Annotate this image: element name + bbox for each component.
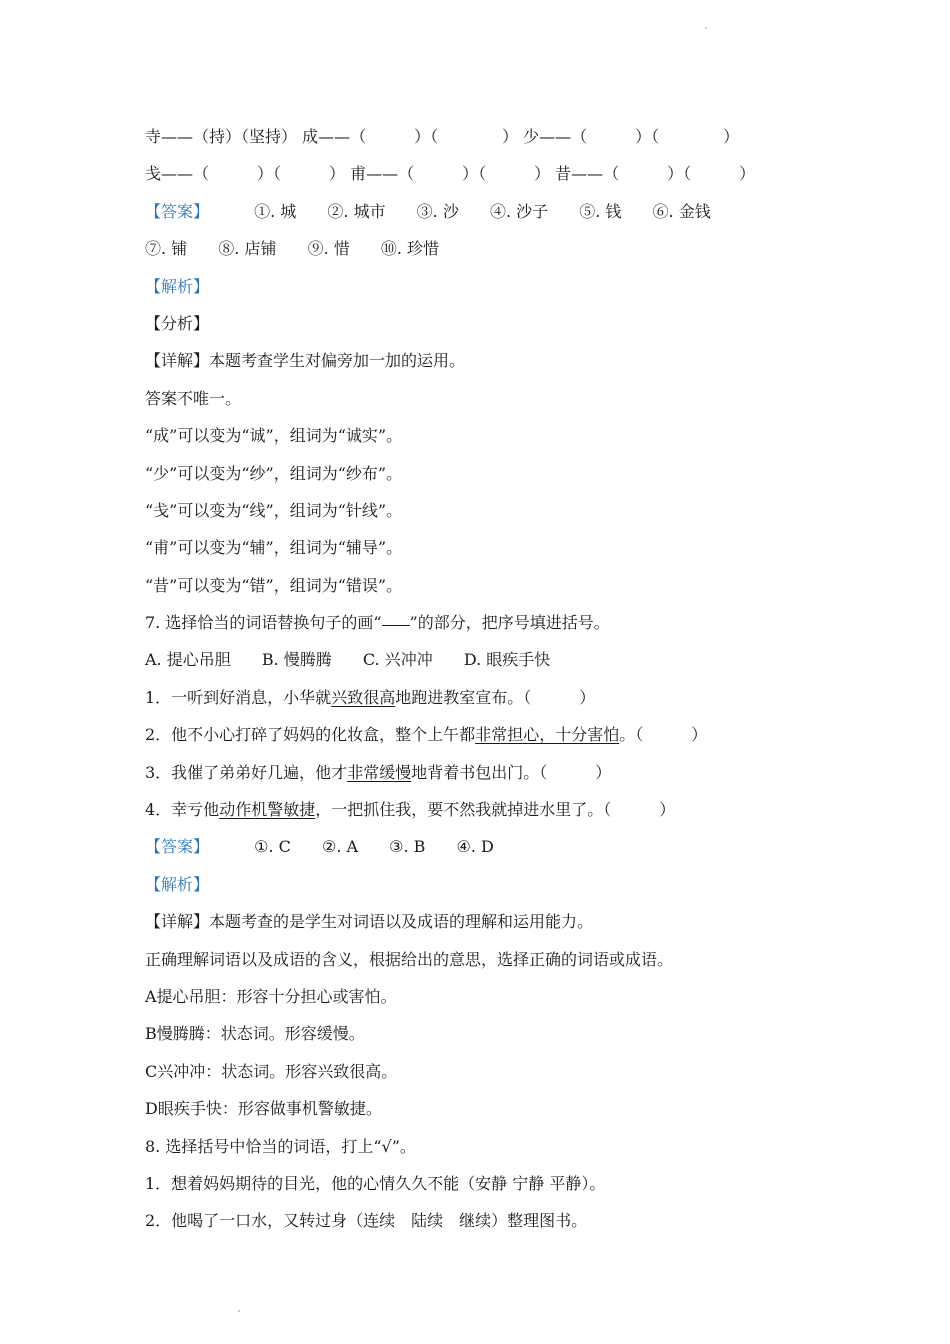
q8-sentence-2: 2．他喝了一口水，又转过身（连续 陆续 继续）整理图书。 — [145, 1211, 588, 1231]
detail-text: 本题考查学生对偏旁加一加的运用。 — [209, 351, 466, 371]
q7-answer — [145, 828, 845, 865]
answer-item: ⑩. 珍惜 — [380, 239, 440, 259]
sentence-text: 4．幸亏他 — [145, 800, 220, 820]
q7-explain-line: A提心吊胆：形容十分担心或害怕。 — [145, 986, 397, 1006]
corner-dot — [705, 27, 707, 29]
detail-tag: 【详解】 — [145, 351, 210, 371]
detail-tag: 【详解】 — [145, 912, 210, 932]
footer-dot — [238, 1310, 240, 1312]
answer-tag: 【答案】 — [145, 201, 210, 221]
q6-explain-line: “少”可以变为“纱”，组词为“纱布”。 — [145, 463, 403, 483]
q6-row2: 戋——（ ）（ ） 甫——（ ）（ ） 昔——（ ）（ ） — [145, 164, 756, 184]
q7-explain-line: D眼疾手快：形容做事机警敏捷。 — [145, 1099, 382, 1119]
q7-title — [145, 604, 845, 641]
sentence-text: ，一把抓住我，要不然我就掉进水里了。（ ） — [315, 800, 676, 820]
q7-options — [145, 641, 845, 678]
answer-item: ⑦. 铺 — [145, 239, 188, 259]
fenxi-tag: 【分析】 — [145, 313, 210, 333]
q6-explain-line: “成”可以变为“诚”，组词为“诚实”。 — [145, 426, 403, 446]
option-b: B. 慢腾腾 — [261, 650, 332, 670]
answer-tag: 【答案】 — [145, 837, 210, 857]
underlined-phrase: 动作机警敏捷 — [219, 800, 316, 820]
detail-text: 本题考查的是学生对词语以及成语的理解和运用能力。 — [209, 912, 594, 932]
answer-item: ④. 沙子 — [489, 201, 549, 221]
sentence-text: 2．他不小心打碎了妈妈的化妆盒，整个上午都 — [145, 725, 476, 745]
option-c: C. 兴冲冲 — [362, 650, 433, 670]
q7-explain-line: B慢腾腾：状态词。形容缓慢。 — [145, 1024, 365, 1044]
q6-detail — [145, 342, 845, 379]
q6-explain-line: 答案不唯一。 — [145, 388, 242, 408]
option-d: D. 眼疾手快 — [463, 650, 551, 670]
q7-detail — [145, 903, 845, 940]
q6-answer-row1 — [145, 193, 845, 230]
underlined-phrase: 非常缓慢 — [347, 762, 412, 782]
q6-explain-line: “戋”可以变为“线”，组词为“针线”。 — [145, 500, 403, 520]
q6-answer-row2 — [145, 230, 845, 267]
q7-title-b: ”的部分，把序号填进括号。 — [409, 613, 610, 633]
q6-explain-line: “昔”可以变为“错”，组词为“错误”。 — [145, 575, 403, 595]
q7-title-a: 7. 选择恰当的词语替换句子的画“ — [145, 613, 382, 633]
q7-sentence-1 — [145, 679, 845, 716]
q8-sentence-1: 1．想着妈妈期待的目光，他的心情久久不能（安静 宁静 平静）。 — [145, 1173, 606, 1193]
underline-blank — [382, 611, 410, 626]
answer-item: ②. A — [321, 837, 359, 857]
option-a: A. 提心吊胆 — [145, 650, 231, 670]
analysis-tag: 【解析】 — [145, 276, 210, 296]
document-page — [145, 118, 845, 1240]
answer-item: ②. 城市 — [327, 201, 386, 221]
q7-explain-line: 正确理解词语以及成语的含义，根据给出的意思，选择正确的词语或成语。 — [145, 949, 674, 969]
q7-sentence-2 — [145, 716, 845, 753]
q8-title: 8. 选择括号中恰当的词语，打上“√”。 — [145, 1136, 416, 1156]
sentence-text: 。（ ） — [619, 725, 708, 745]
sentence-text: 3．我催了弟弟好几遍，他才 — [145, 762, 348, 782]
analysis-tag: 【解析】 — [145, 874, 210, 894]
sentence-text: 地跑进教室宣布。（ ） — [395, 687, 596, 707]
answer-item: ⑨. 惜 — [307, 239, 350, 259]
sentence-text: 地背着书包出门。（ ） — [411, 762, 612, 782]
q6-explain-line: “甫”可以变为“辅”，组词为“辅导”。 — [145, 538, 403, 558]
answer-item: ③. 沙 — [416, 201, 459, 221]
answer-item: ⑤. 钱 — [579, 201, 622, 221]
q7-explain-line: C兴冲冲：状态词。形容兴致很高。 — [145, 1061, 398, 1081]
answer-item: ③. B — [389, 837, 426, 857]
sentence-text: 1．一听到好消息，小华就 — [145, 687, 332, 707]
answer-item: ①. 城 — [254, 201, 297, 221]
answer-item: ⑥. 金钱 — [652, 201, 711, 221]
answer-item: ④. D — [456, 837, 494, 857]
answer-item: ⑧. 店铺 — [218, 239, 277, 259]
underlined-phrase: 非常担心，十分害怕 — [475, 725, 620, 745]
q7-sentence-4 — [145, 791, 845, 828]
answer-item: ①. C — [254, 837, 291, 857]
q7-sentence-3 — [145, 754, 845, 791]
underlined-phrase: 兴致很高 — [331, 687, 396, 707]
q6-row1: 寺——（持）（坚持） 成——（ ）（ ） 少——（ ）（ ） — [145, 127, 740, 146]
